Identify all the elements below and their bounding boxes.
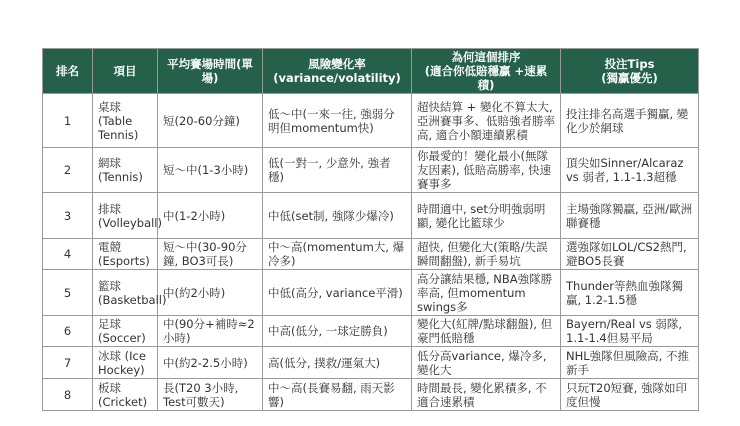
tips-cell: NHL強隊但風險高, 不推新手	[561, 347, 699, 379]
sport-cell: 網球 (Tennis)	[93, 148, 158, 193]
table-header-row	[43, 49, 699, 94]
table-row	[43, 379, 699, 411]
table-row	[43, 270, 699, 316]
tips-cell: 主場強隊獨贏, 亞洲/歐洲聯賽穩	[561, 193, 699, 239]
rank-cell: 7	[43, 347, 93, 379]
rank-cell: 2	[43, 148, 93, 193]
rank-cell: 5	[43, 270, 93, 316]
rank-cell: 4	[43, 239, 93, 270]
variance-cell: 中～高(momentum大, 爆冷多)	[263, 239, 412, 270]
reason-cell: 變化大(紅牌/點球翻盤), 但豪門低賠穩	[412, 316, 561, 347]
duration-cell: 長(T20 3小時, Test可數天)	[158, 379, 263, 411]
reason-cell: 你最愛的！變化最小(無隊友因素), 低賠高勝率, 快速賽事多	[412, 148, 561, 193]
tips-cell: 投注排名高選手獨贏, 變化少於網球	[561, 94, 699, 148]
header-duration: 平均賽場時間(單場)	[158, 49, 263, 94]
reason-cell: 超快, 但變化大(策略/失誤瞬間翻盤), 新手易坑	[412, 239, 561, 270]
variance-cell: 中～高(長賽易翻, 雨天影響)	[263, 379, 412, 411]
header-sport: 項目	[93, 49, 158, 94]
sport-cell: 冰球 (Ice Hockey)	[93, 347, 158, 379]
table-row	[43, 148, 699, 193]
table-row	[43, 347, 699, 379]
duration-cell: 短～中(30-90分鐘, BO3可長)	[158, 239, 263, 270]
rank-cell: 8	[43, 379, 93, 411]
duration-cell: 中(1-2小時)	[158, 193, 263, 239]
rank-cell: 3	[43, 193, 93, 239]
sport-cell: 排球 (Volleyball)	[93, 193, 158, 239]
duration-cell: 短～中(1-3小時)	[158, 148, 263, 193]
sport-cell: 電競 (Esports)	[93, 239, 158, 270]
variance-cell: 中低(set制, 強隊少爆冷)	[263, 193, 412, 239]
header-rank: 排名	[43, 49, 93, 94]
tips-cell: 頂尖如Sinner/Alcaraz vs 弱者, 1.1-1.3超穩	[561, 148, 699, 193]
duration-cell: 中(約2小時)	[158, 270, 263, 316]
reason-cell: 時間適中, set分明強弱明顯, 變化比籃球少	[412, 193, 561, 239]
variance-cell: 高(低分, 撲救/運氣大)	[263, 347, 412, 379]
header-variance: 風險變化率 (variance/volatility)	[263, 49, 412, 94]
reason-cell: 高分讓結果穩, NBA強隊勝率高, 但momentum swings多	[412, 270, 561, 316]
reason-cell: 超快結算 + 變化不算太大, 亞洲賽事多、低賠強者勝率高, 適合小額連續累積	[412, 94, 561, 148]
variance-cell: 中高(低分, 一球定勝負)	[263, 316, 412, 347]
tips-cell: Thunder等熱血強隊獨贏, 1.2-1.5穩	[561, 270, 699, 316]
sport-cell: 桌球 (Table Tennis)	[93, 94, 158, 148]
tips-cell: 選強隊如LOL/CS2熱門, 避BO5長賽	[561, 239, 699, 270]
variance-cell: 低(一對一, 少意外, 強者穩)	[263, 148, 412, 193]
sports-ranking-table	[42, 48, 699, 411]
table-row	[43, 239, 699, 270]
tips-cell: Bayern/Real vs 弱隊, 1.1-1.4但易平局	[561, 316, 699, 347]
rank-cell: 1	[43, 94, 93, 148]
tips-cell: 只玩T20短賽, 強隊如印度但慢	[561, 379, 699, 411]
duration-cell: 中(90分+補時≈2小時)	[158, 316, 263, 347]
sport-cell: 板球 (Cricket)	[93, 379, 158, 411]
variance-cell: 低～中(一來一往, 強弱分明但momentum快)	[263, 94, 412, 148]
variance-cell: 中低(高分, variance平滑)	[263, 270, 412, 316]
reason-cell: 低分高variance, 爆冷多, 變化大	[412, 347, 561, 379]
header-reason: 為何這個排序 (適合你低賠穩贏 +速累積)	[412, 49, 561, 94]
sport-cell: 籃球 (Basketball)	[93, 270, 158, 316]
reason-cell: 時間最長, 變化累積多, 不適合速累積	[412, 379, 561, 411]
table-row	[43, 94, 699, 148]
table-row	[43, 193, 699, 239]
sport-cell: 足球 (Soccer)	[93, 316, 158, 347]
duration-cell: 短(20-60分鐘)	[158, 94, 263, 148]
table-row	[43, 316, 699, 347]
header-tips: 投注Tips (獨贏優先)	[561, 49, 699, 94]
rank-cell: 6	[43, 316, 93, 347]
duration-cell: 中(約2-2.5小時)	[158, 347, 263, 379]
